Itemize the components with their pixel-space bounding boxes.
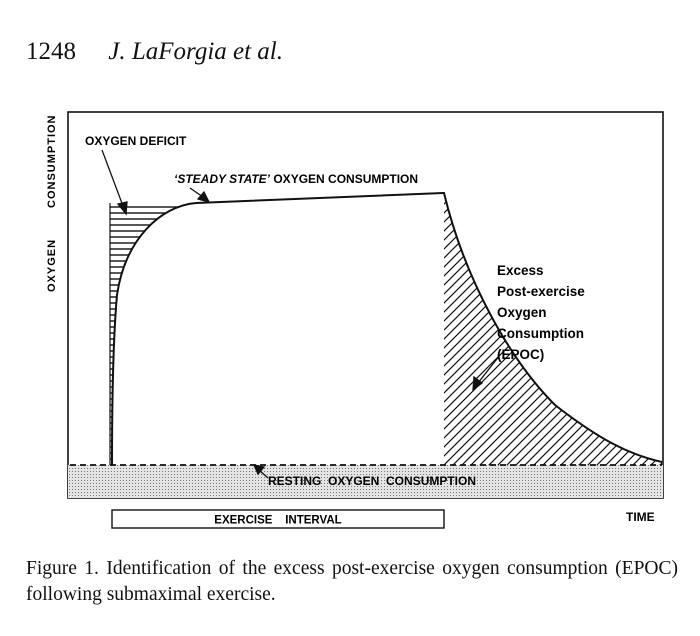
arrow-steady-state bbox=[190, 188, 209, 202]
steady-state-label bbox=[174, 172, 418, 186]
author-line: J. LaForgia et al. bbox=[108, 38, 284, 65]
oxygen-deficit-label: OXYGEN DEFICIT bbox=[85, 134, 187, 148]
figure-caption: Figure 1. Identification of the excess post-exercise oxygen consumption (EPOC) following submaximal exercise. bbox=[26, 558, 678, 605]
y-axis-label-bottom: OXYGEN bbox=[46, 238, 58, 292]
exercise-interval-label: EXERCISE INTERVAL bbox=[214, 514, 342, 527]
steady-state-italic: ‘STEADY STATE’ bbox=[174, 172, 271, 186]
epoc-label bbox=[497, 263, 585, 362]
y-axis-label-top: CONSUMPTION bbox=[46, 114, 58, 208]
epoc-line-3: Oxygen bbox=[497, 305, 547, 320]
epoc-line-1: Excess bbox=[497, 263, 544, 278]
resting-label: RESTING OXYGEN CONSUMPTION bbox=[268, 474, 477, 488]
steady-state-rest: OXYGEN CONSUMPTION bbox=[270, 172, 419, 186]
epoc-line-5: (EPOC) bbox=[497, 347, 545, 362]
page-number: 1248 bbox=[26, 38, 76, 65]
epoc-line-4: Consumption bbox=[497, 326, 584, 341]
epoc-line-2: Post-exercise bbox=[497, 284, 585, 299]
time-label: TIME bbox=[626, 510, 655, 524]
oxygen-deficit-area bbox=[110, 203, 196, 465]
